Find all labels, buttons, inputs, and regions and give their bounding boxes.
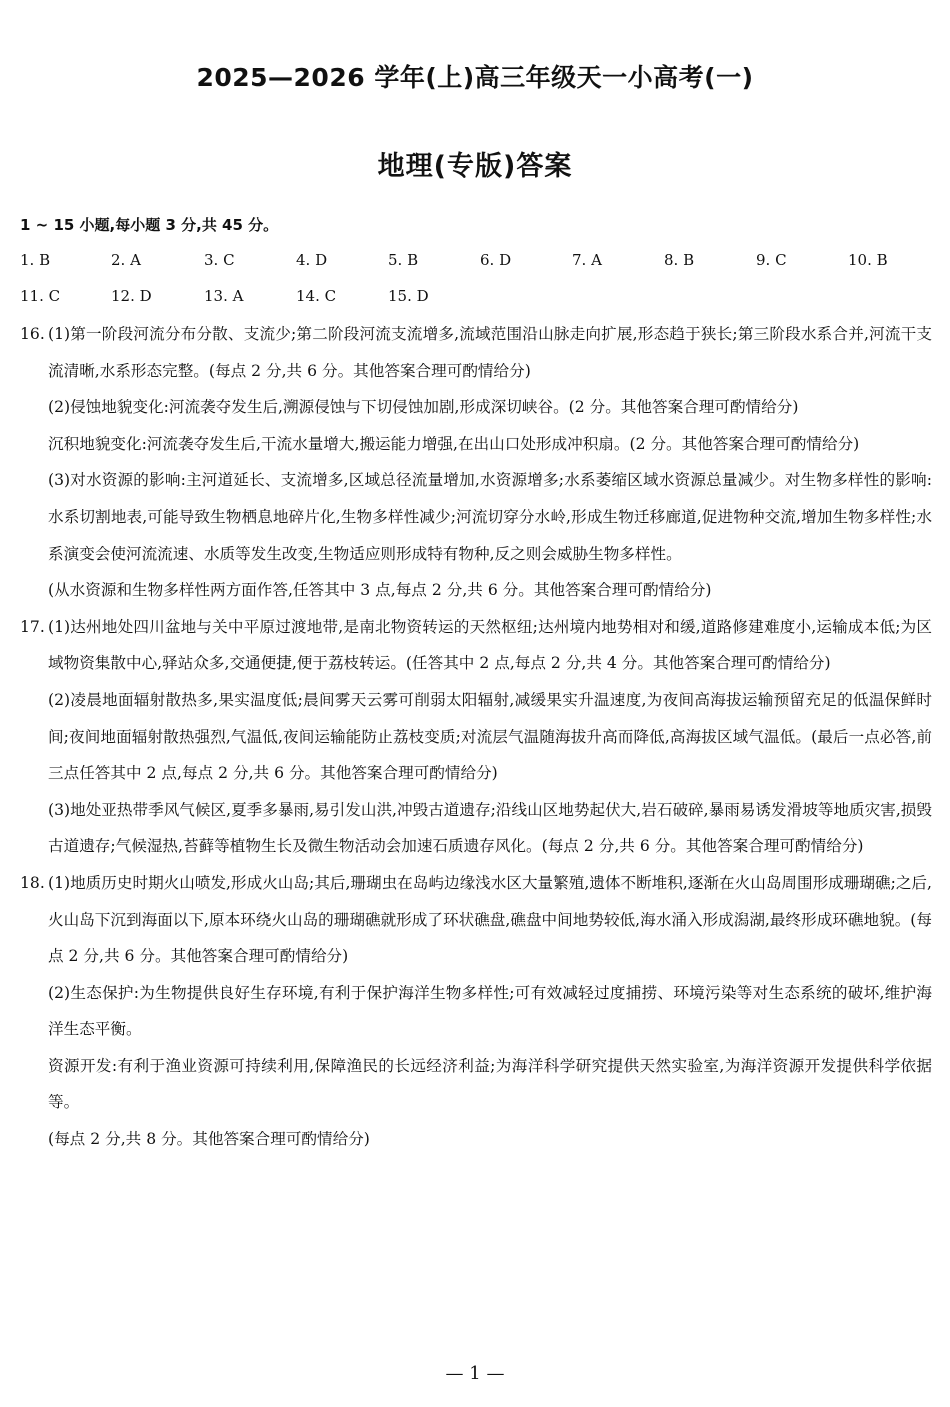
- answer-item: 4. D: [296, 251, 328, 269]
- question-number: 17.: [20, 617, 45, 636]
- answer-paragraph: (1)第一阶段河流分布分散、支流少;第二阶段河流支流增多,流域范围沿山脉走向扩展,形态趋于狭长;第三阶段水系合并,河流干支流清晰,水系形态完整。(每点 2 分,共 6 分。其他答案合理可酌情给分): [48, 325, 932, 380]
- answer-paragraph: (1)地质历史时期火山喷发,形成火山岛;其后,珊瑚虫在岛屿边缘浅水区大量繁殖,遗体不断堆积,逐渐在火山岛周围形成珊瑚礁;之后,火山岛下沉到海面以下,原本环绕火山岛的珊瑚礁就形成了环状礁盘,礁盘中间地势较低,海水涌入形成潟湖,最终形成环礁地貌。(每点 2 分,共 6 分。其他答案合理可酌情给分): [48, 873, 932, 966]
- answer-paragraph: (2)生态保护:为生物提供良好生存环境,有利于保护海洋生物多样性;可有效减轻过度捕捞、环境污染等对生态系统的破坏,维护海洋生态平衡。: [48, 983, 932, 1039]
- answer-row-2: [20, 287, 932, 309]
- answer-paragraph: (从水资源和生物多样性两方面作答,任答其中 3 点,每点 2 分,共 6 分。其他答案合理可酌情给分): [48, 581, 712, 600]
- answer-row-1: [20, 251, 932, 273]
- answer-item: 8. B: [664, 251, 695, 269]
- page-number: — 1 —: [445, 1363, 505, 1384]
- multiple-choice-note: 1 ~ 15 小题,每小题 3 分,共 45 分。: [20, 216, 279, 234]
- question-18: [20, 865, 932, 1158]
- answer-paragraph: 资源开发:有利于渔业资源可持续利用,保障渔民的长远经济利益;为海洋科学研究提供天然实验室,为海洋资源开发提供科学依据等。: [48, 1056, 932, 1112]
- answer-item: 2. A: [111, 251, 141, 269]
- answer-item: 9. C: [756, 251, 787, 269]
- answer-item: 12. D: [111, 287, 152, 305]
- answer-item: 3. C: [204, 251, 235, 269]
- answer-content: [20, 316, 932, 1158]
- answer-paragraph: (1)达州地处四川盆地与关中平原过渡地带,是南北物资转运的天然枢纽;达州境内地势相对和缓,道路修建难度小,运输成本低;为区域物资集散中心,驿站众多,交通便捷,便于荔枝转运。(任答其中 2 点,每点 2 分,共 4 分。其他答案合理可酌情给分): [48, 617, 932, 673]
- answer-subtitle: 地理(专版)答案: [377, 151, 573, 182]
- answer-paragraph: (3)对水资源的影响:主河道延长、支流增多,区域总径流量增加,水资源增多;水系萎缩区域水资源总量减少。对生物多样性的影响:水系切割地表,可能导致生物栖息地碎片化,生物多样性减少;河流切穿分水岭,形成生物迁移廊道,促进物种交流,增加生物多样性;水系演变会使河流流速、水质等发生改变,生物适应则形成特有物种,反之则会威胁生物多样性。: [48, 471, 932, 563]
- answer-item: 11. C: [20, 287, 61, 305]
- exam-title: 2025—2026 学年(上)高三年级天一小高考(一): [196, 63, 754, 92]
- answer-item: 13. A: [204, 287, 244, 305]
- question-16: [20, 316, 932, 609]
- answer-item: 1. B: [20, 251, 51, 269]
- answer-item: 15. D: [388, 287, 429, 305]
- question-number: 18.: [20, 873, 45, 892]
- answer-paragraph: (3)地处亚热带季风气候区,夏季多暴雨,易引发山洪,冲毁古道遗存;沿线山区地势起伏大,岩石破碎,暴雨易诱发滑坡等地质灾害,损毁古道遗存;气候湿热,苔藓等植物生长及微生物活动会加速石质遗存风化。(每点 2 分,共 6 分。其他答案合理可酌情给分): [48, 800, 932, 856]
- question-number: 16.: [20, 325, 45, 343]
- answer-paragraph: (每点 2 分,共 8 分。其他答案合理可酌情给分): [48, 1130, 370, 1149]
- answer-item: 5. B: [388, 251, 419, 269]
- answer-paragraph: 沉积地貌变化:河流袭夺发生后,干流水量增大,搬运能力增强,在出山口处形成冲积扇。(2 分。其他答案合理可酌情给分): [48, 434, 860, 453]
- answer-item: 14. C: [296, 287, 337, 305]
- answer-item: 7. A: [572, 251, 602, 269]
- answer-paragraph: (2)侵蚀地貌变化:河流袭夺发生后,溯源侵蚀与下切侵蚀加剧,形成深切峡谷。(2 分。其他答案合理可酌情给分): [48, 398, 799, 417]
- answer-item: 6. D: [480, 251, 512, 269]
- answer-item: 10. B: [848, 251, 888, 269]
- answer-paragraph: (2)凌晨地面辐射散热多,果实温度低;晨间雾天云雾可削弱太阳辐射,减缓果实升温速度,为夜间高海拔运输预留充足的低温保鲜时间;夜间地面辐射散热强烈,气温低,夜间运输能防止荔枝变质;对流层气温随海拔升高而降低,高海拔区域气温低。(最后一点必答,前三点任答其中 2 点,每点 2 分,共 6 分。其他答案合理可酌情给分): [48, 690, 932, 783]
- question-17: [20, 609, 932, 865]
